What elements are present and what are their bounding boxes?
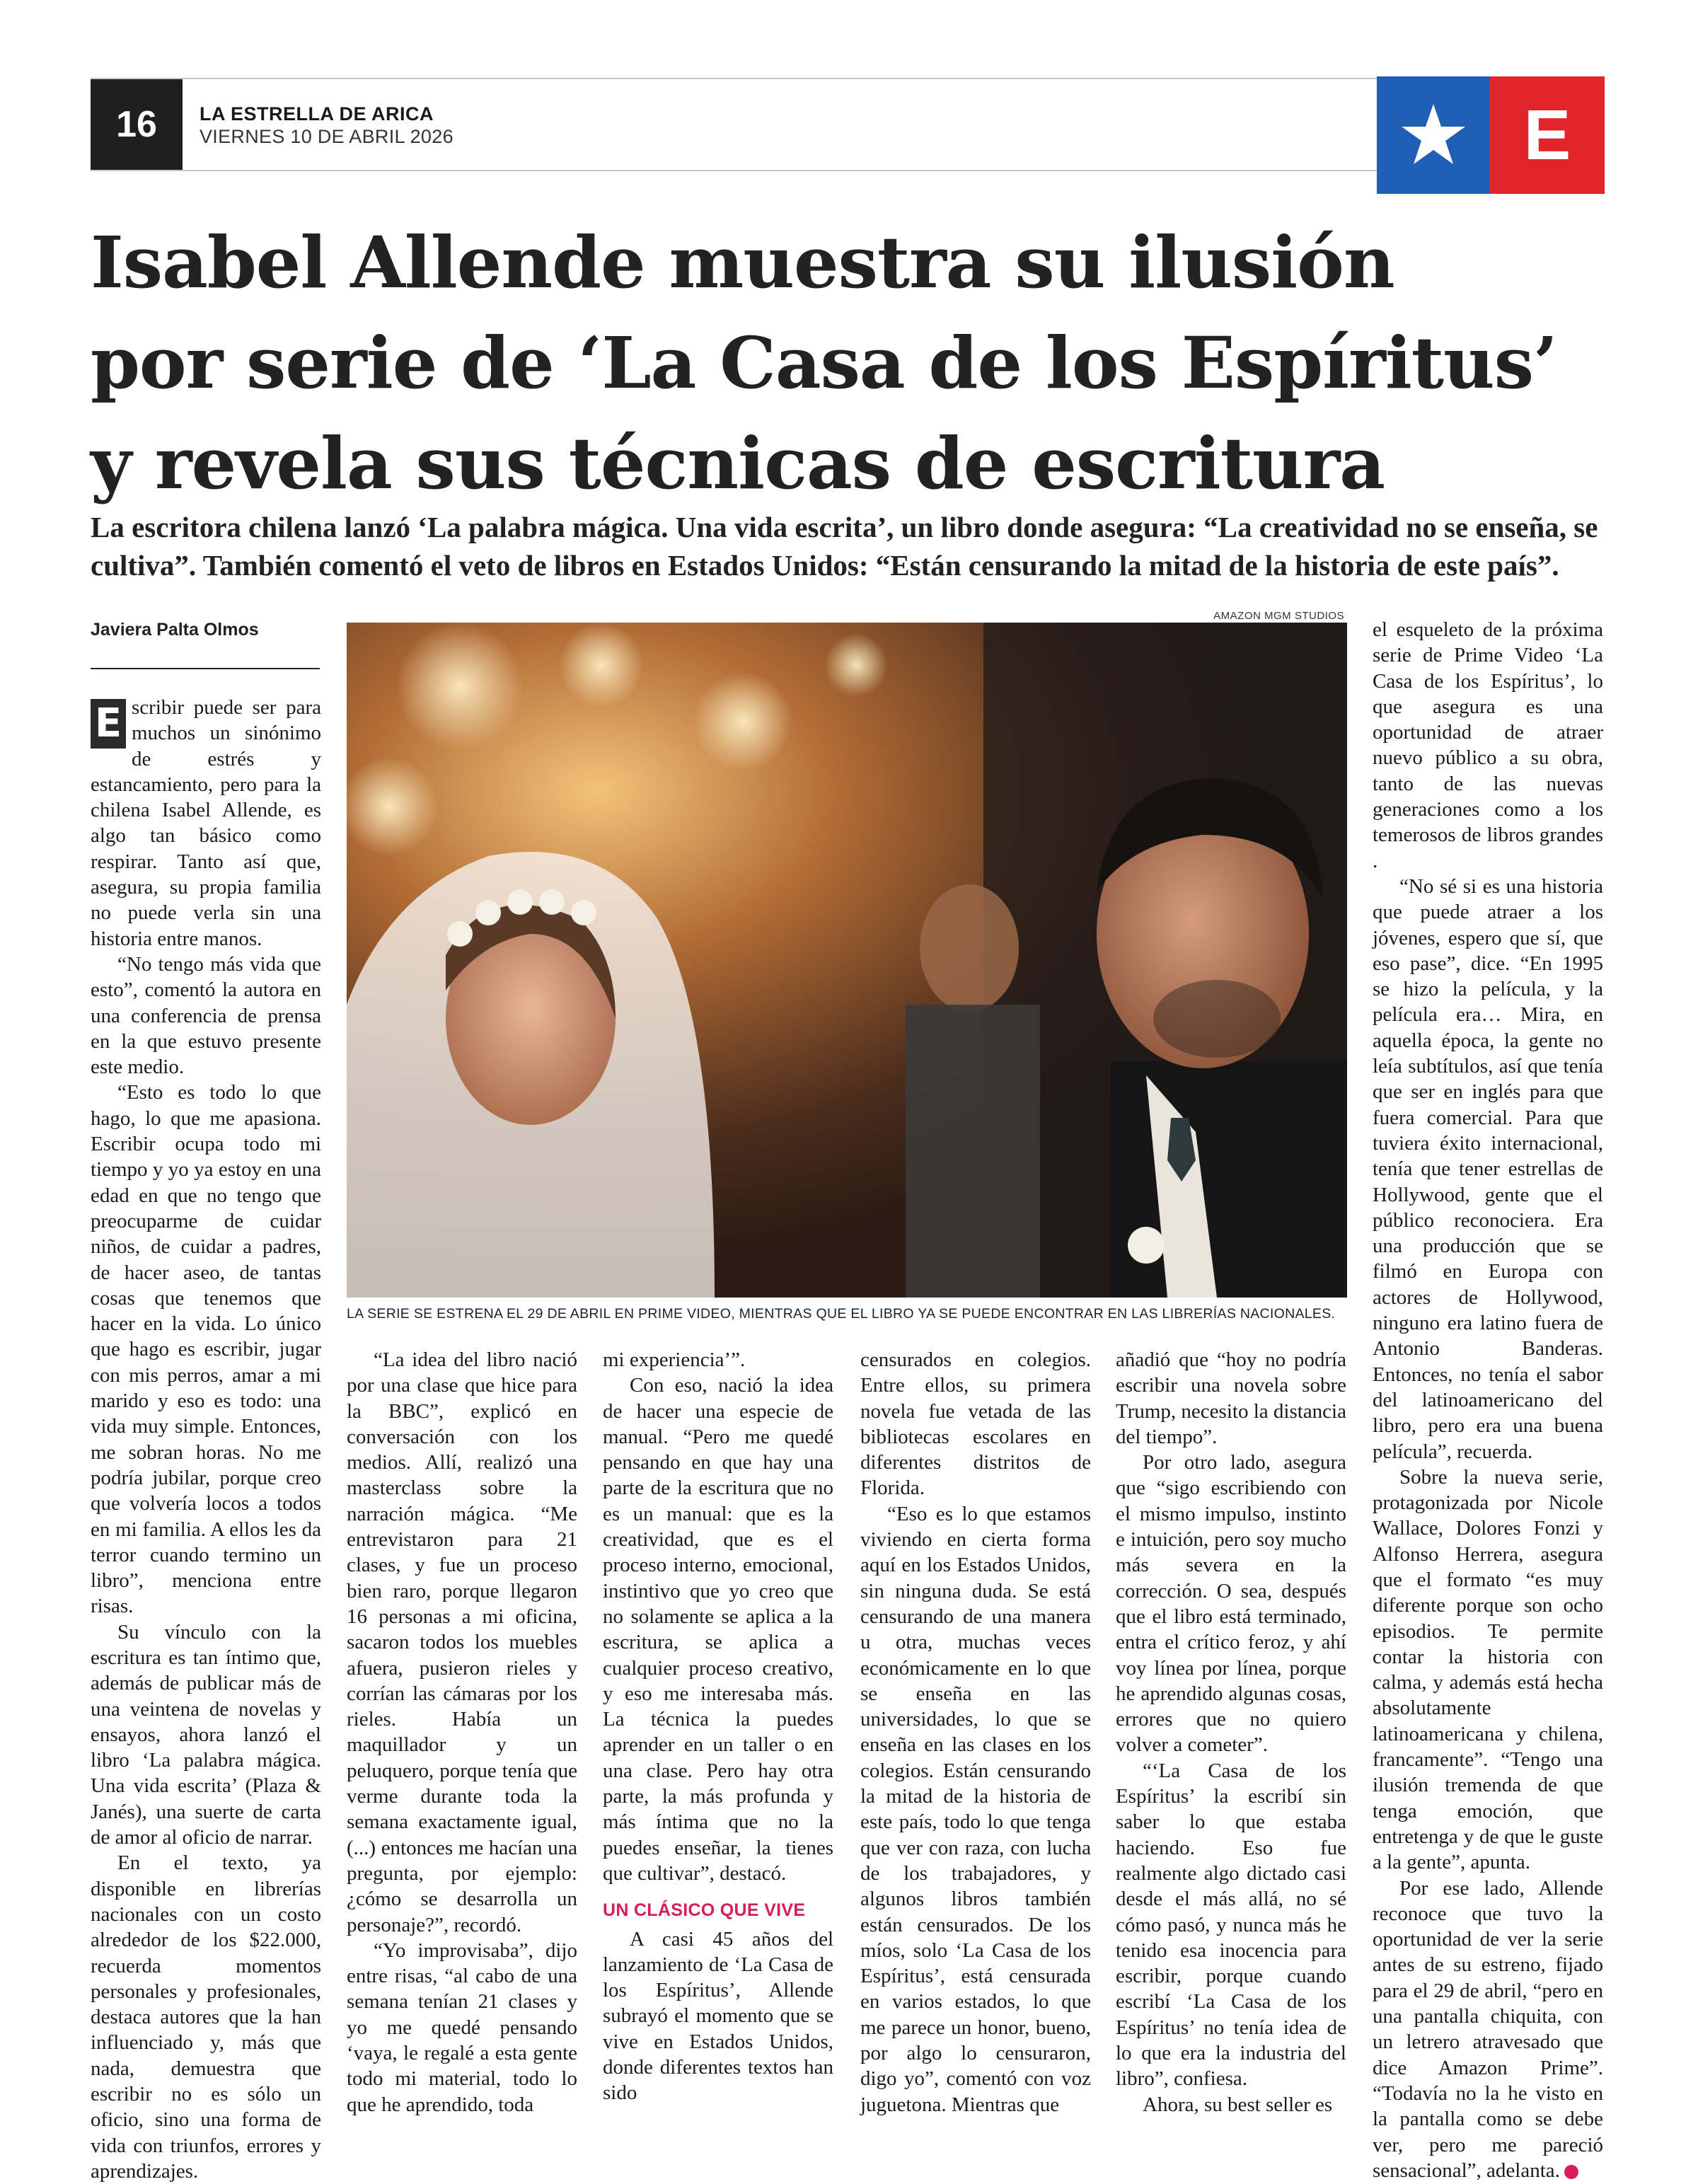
headline-line: Isabel Allende muestra su ilusión (91, 221, 1394, 304)
article-paragraph: el esqueleto de la próxima serie de Prime Video ‘La Casa de los Espíritus’, lo que asegura es una oportunidad de atraer nuevo público a su obra, tanto de las nuevas generaciones como a los temerosos de libros grandes . (1373, 618, 1603, 872)
article-paragraph: Por otro lado, asegura que “sigo escribiendo con el mismo impulso, instinto e intuición, pero soy mucho más severa en la corrección. O sea, después que el libro está terminado, entra el crítico feroz, y ahí voy línea por línea, porque he aprendido algunas cosas, errores que no quiero volver a cometer”. (1116, 1451, 1346, 1757)
article-paragraph: A casi 45 años del lanzamiento de ‘La Casa de los Espíritus’, Allende subrayó el momento que se vive en Estados Unidos, donde diferentes textos han sido (603, 1927, 833, 2105)
headline-line: y revela sus técnicas de escritura (91, 422, 1385, 505)
section-subhead: UN CLÁSICO QUE VIVE (603, 1900, 806, 1921)
article-paragraph: añadió que “hoy no podría escribir una novela sobre Trump, necesito la distancia del tiempo”. (1116, 1348, 1346, 1448)
article-paragraph: Con eso, nació la idea de hacer una especie de manual. “Pero me quedé pensando en que hay una parte de la escritura que no es un manual: que es la creatividad, que es el proceso interno, emocional, instintivo que yo creo que no solamente se aplica a la escritura, se aplica a cualquier proceso creativo, y eso me interesaba más. La técnica la puedes aprender en un taller o en una clase. Pero hay otra parte, la más profunda y más íntima que no la puedes enseñar, la tienes que cultivar”, destacó. (603, 1374, 833, 1885)
article-deck: La escritora chilena lanzó ‘La palabra mágica. Una vida escrita’, un libro donde asegura: “La creatividad no se enseña, se cultiva”. También comentó el veto de libros en Estados Unidos: “Están censurando la mitad de la historia de este país”. (91, 511, 1598, 582)
photo-caption: LA SERIE SE ESTRENA EL 29 DE ABRIL EN PRIME VIDEO, MIENTRAS QUE EL LIBRO YA SE PUEDE ENCONTRAR EN LAS LIBRERÍAS NACIONALES. (347, 1306, 1336, 1322)
article-column-6 (1373, 617, 1603, 2183)
article-paragraph: Sobre la nueva serie, protagonizada por Nicole Wallace, Dolores Fonzi y Alfonso Herrera, asegura que el formato “es muy diferente porque son ocho episodios. Te permite contar la historia con calma, y además está hecha absolutamente latinoamericana y chilena, francamente”. “Tengo una ilusión tremenda de que tenga emoción, que entretenga y de que le guste a la gente”, apunta. (1373, 1465, 1603, 1874)
star-icon (1377, 76, 1490, 194)
page-number: 16 (91, 79, 183, 170)
article-paragraph: En el texto, ya disponible en librerías nacionales con un costo alrededor de los $22.000, recuerda momentos personales y profesionales, destaca autores que la han influenciado y, más que nada, demuestra que escribir no es sólo un oficio, sino una forma de vida con triunfos, errores y aprendizajes. (91, 1851, 321, 2183)
article-paragraph: E scribir puede ser para muchos un sinónimo de estrés y estancamiento, pero para la chilena Isabel Allende, es algo tan básico como respirar. Tanto así que, asegura, su propia familia no puede verla sin una historia entre manos. (91, 696, 321, 950)
headline (91, 212, 1619, 514)
byline: Javiera Palta Olmos (91, 620, 259, 640)
article-paragraph: Ahora, su best seller es (1143, 2093, 1333, 2116)
article-paragraph: “No tengo más vida que esto”, comentó la autora en una conferencia de prensa en la que estuvo presente este medio. (91, 952, 321, 1079)
article-paragraph: “No sé si es una historia que puede atraer a los jóvenes, espero que sí, que eso pase”, dice. “En 1995 se hizo la película, y la película era… Mira, en aquella época, la gente no leía subtítulos, así que tenía que ser en inglés para que fuera comercial. Para que tuviera éxito internacional, tenía que tener estrellas de Hollywood, gente que el público reconociera. Era una producción que se filmó en Europa con actores de Hollywood, ninguno era latino fuera de Antonio Banderas. Entonces, no tenía el sabor del latinoamericano del libro, pero era una buena película”, recuerda. (1373, 874, 1603, 1463)
article-column-5 (1116, 1347, 1346, 2117)
article-paragraph: Por ese lado, Allende reconoce que tuvo la oportunidad de ver la serie antes de su estreno, fijado para el 29 de abril, “pero en una pantalla chiquita, con un letrero atravesado que dice Amazon Prime”. “Todavía no la he visto en la pantalla como se debe ver, pero me pareció sensacional”, adelanta. ✪ (1373, 1876, 1603, 2182)
publication-name: LA ESTRELLA DE ARICA (200, 103, 434, 125)
publication-date: VIERNES 10 DE ABRIL 2026 (200, 126, 454, 147)
article-paragraph: “Esto es todo lo que hago, lo que me apasiona. Escribir ocupa todo mi tiempo y yo ya estoy en una edad en que no tengo que preocuparme de cuidar niños, de cuidar a padres, de hacer aseo, de tantas cosas que tenemos que hacer en la vida. Lo único que hago es escribir, jugar con mis perros, amar a mi marido y eso es todo: una vida muy simple. Entonces, me sobran horas. No me podría jubilar, porque creo que volvería locos a todos en mi familia. A ellos les da terror cuando termino un libro”, menciona entre risas. (91, 1081, 321, 1618)
section-letter: E (1490, 76, 1605, 194)
article-paragraph: censurados en colegios. Entre ellos, su primera novela fue vetada de las bibliotecas escolares en diferentes distritos de Florida. (860, 1348, 1091, 1500)
byline-rule (91, 668, 320, 669)
article-paragraph: “La idea del libro nació por una clase que hice para la BBC”, explicó en conversación con los medios. Allí, realizó una masterclass sobre la narración mágica. “Me entrevistaron para 21 clases, y fue un proceso bien raro, porque llegaron 16 personas a mi oficina, sacaron todos los muebles afuera, pusieron rieles y corrían las cámaras por los rieles. Había un maquillador y un peluquero, porque tenía que verme durante toda la semana exactamente igual, (...) entonces me hacían una pregunta, por ejemplo: ¿cómo se desarrolla un personaje?”, recordó. (347, 1348, 577, 1936)
photo-credit: AMAZON MGM STUDIOS (1213, 610, 1344, 622)
article-column-3 (603, 1347, 833, 2106)
headline-line: por serie de ‘La Casa de los Espíritus’ (91, 321, 1557, 405)
article-paragraph: “Yo improvisaba”, dijo entre risas, “al cabo de una semana tenían 21 clases y yo me quedé pensando ‘vaya, le regalé a esta gente todo mi material, todo lo que he aprendido, toda (347, 1939, 577, 2116)
article-paragraph: “Eso es lo que estamos viviendo en cierta forma aquí en los Estados Unidos, sin ninguna duda. Se está censurando de una manera u otra, muchas veces económicamente en lo que se enseña en las universidades, lo que se enseña en las clases en los colegios. Están censurando la mitad de la historia de este país, todo lo que tenga que ver con raza, con lucha de los trabajadores, y algunos libros también están censurados. De los míos, solo ‘La Casa de los Espíritus’, está censurada en varios estados, lo que me parece un honor, bueno, por algo lo censuraron, digo yo”, comentó con voz juguetona. Mientras que (860, 1502, 1091, 2116)
article-paragraph: “‘La Casa de los Espíritus’ la escribí sin saber lo que estaba haciendo. Eso fue realmente algo dictado casi desde el más allá, no sé cómo pasó, y nunca más he tenido esa inocencia para escribir, porque cuando escribí ‘La Casa de los Espíritus’ no tenía idea de lo que era la industria del libro”, confiesa. (1116, 1759, 1346, 2091)
article-photo (347, 623, 1347, 1298)
article-column-4 (860, 1347, 1091, 2117)
end-mark-icon: ✪ (1564, 2165, 1578, 2179)
drop-cap: E (91, 699, 126, 749)
article-paragraph: mi experiencia’”. (603, 1348, 746, 1371)
section-logo (1377, 76, 1605, 194)
article-column-2 (347, 1347, 577, 2117)
article-paragraph: Su vínculo con la escritura es tan íntimo que, además de publicar más de una veintena de novelas y ensayos, ahora lanzó el libro ‘La palabra mágica. Una vida escrita’ (Plaza & Janés), una suerte de carta de amor al oficio de narrar. (91, 1620, 321, 1849)
article-column-1 (91, 695, 321, 2184)
